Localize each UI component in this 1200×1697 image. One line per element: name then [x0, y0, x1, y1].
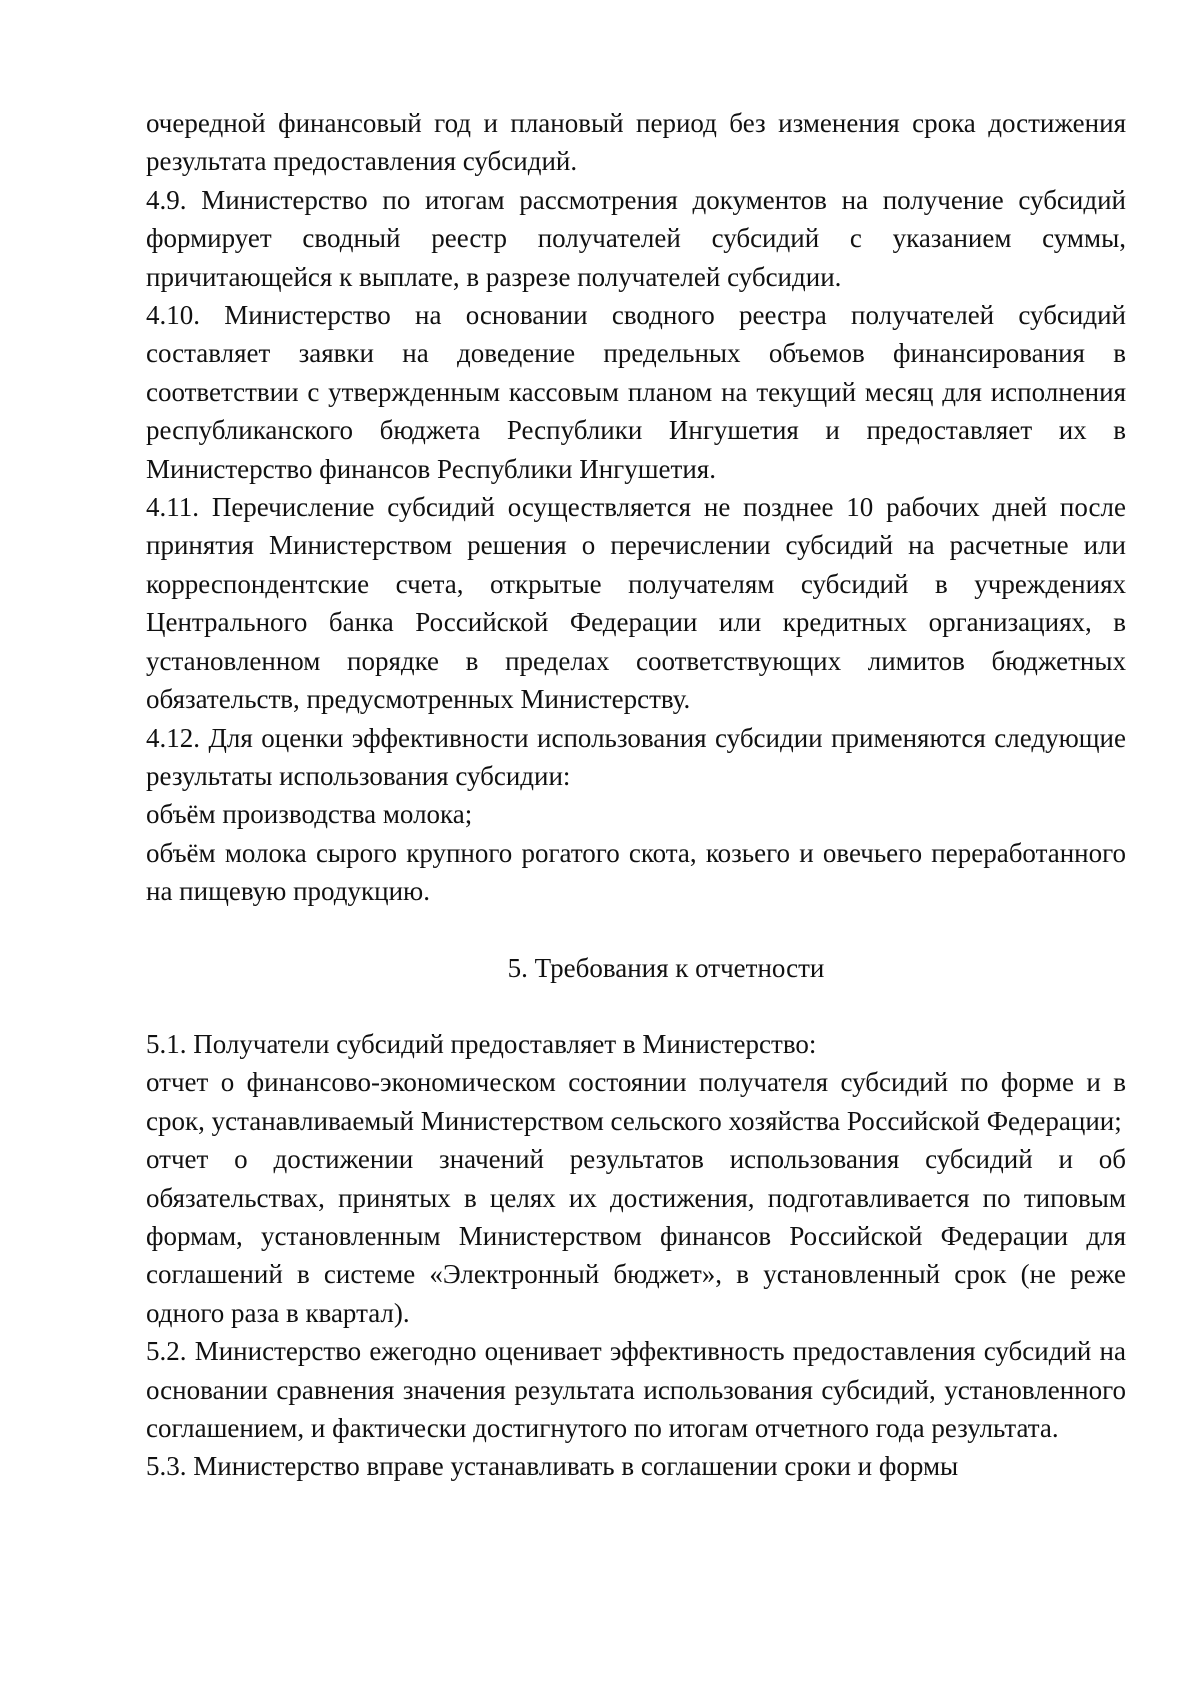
paragraph-5-1: 5.1. Получатели субсидий предоставляет в Министерство: — [146, 1028, 817, 1059]
paragraph-continuation: очередной финансовый год и плановый период без изменения срока достижения результата предоставления субсидий. — [146, 108, 1126, 177]
paragraph-5-2: 5.2. Министерство ежегодно оценивает эффективность предоставления субсидий на основании сравнения значения результата использования субсидий, установленного соглашением, и фактически достигнутого по итогам отчетного года результата. — [146, 1336, 1126, 1443]
paragraph-4-9: 4.9. Министерство по итогам рассмотрения документов на получение субсидий формирует сводный реестр получателей субсидий с указанием суммы, причитающейся к выплате, в разрезе получателей субсидии. — [146, 184, 1126, 292]
spacer — [146, 911, 1126, 949]
paragraph-4-11: 4.11. Перечисление субсидий осуществляется не позднее 10 рабочих дней после принятия Министерством решения о перечислении субсидий на расчетные или корреспондентские счета, открытые получателям субсидий в учреждениях Центрального банка Российской Федерации или кредитных организациях, в установленном порядке в пределах соответствующих лимитов бюджетных обязательств, предусмотренных Министерству. — [146, 492, 1126, 715]
paragraph-5-3: 5.3. Министерство вправе устанавливать в соглашении сроки и формы — [146, 1451, 959, 1482]
section-heading: 5. Требования к отчетности — [507, 952, 825, 983]
list-item-milk-production: объём производства молока; — [146, 799, 473, 830]
paragraph-financial-report: отчет о финансово-экономическом состоянии получателя субсидий по форме и в срок, устанавливаемый Министерством сельского хозяйства Российской Федерации; — [146, 1067, 1126, 1136]
document-page — [146, 104, 1126, 1486]
list-item-milk-processed: объём молока сырого крупного рогатого скота, козьего и овечьего переработанного на пищевую продукцию. — [146, 837, 1126, 907]
paragraph-results-report: отчет о достижении значений результатов использования субсидий и об обязательствах, принятых в целях их достижения, подготавливается по типовым формам, установленным Министерством финансов Российской Федерации для соглашений в системе «Электронный бюджет», в установленный срок (не реже одного раза в квартал). — [146, 1144, 1126, 1328]
paragraph-4-10: 4.10. Министерство на основании сводного реестра получателей субсидий составляет заявки на доведение предельных объемов финансирования в соответствии с утвержденным кассовым планом на текущий месяц для исполнения республиканского бюджета Республики Ингушетия и предоставляет их в Министерство финансов Республики Ингушетия. — [146, 300, 1126, 484]
spacer — [146, 987, 1126, 1025]
paragraph-4-12: 4.12. Для оценки эффективности использования субсидии применяются следующие результаты использования субсидии: — [146, 722, 1126, 791]
